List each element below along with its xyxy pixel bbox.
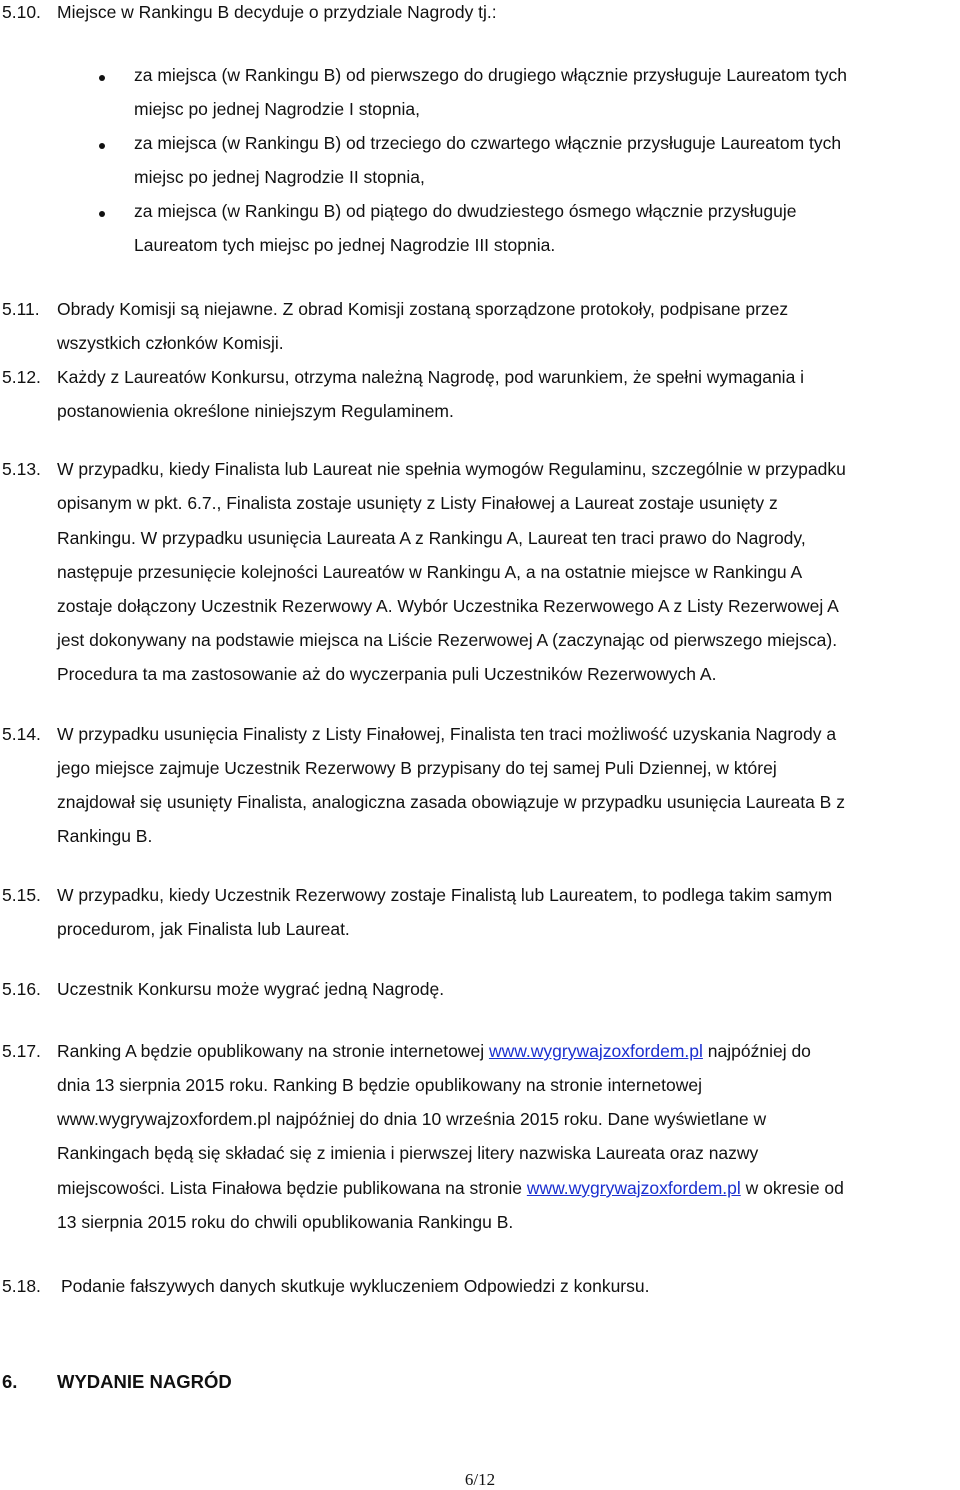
paragraph-line: Rankingu B. [57, 826, 153, 846]
paragraph-line: W przypadku, kiedy Finalista lub Laureat nie spełnia wymogów Regulaminu, szczególnie w przypadku [57, 459, 846, 479]
list-item-line: Laureatom tych miejsc po jednej Nagrodzie III stopnia. [134, 235, 556, 255]
list-item-line: za miejsca (w Rankingu B) od pierwszego do drugiego włącznie przysługuje Laureatom tych [134, 65, 847, 85]
paragraph-line: W przypadku, kiedy Uczestnik Rezerwowy zostaje Finalistą lub Laureatem, to podlega takim samym [57, 885, 833, 905]
text-fragment: najpóźniej do [702, 1041, 811, 1061]
text-fragment: w okresie od [740, 1178, 844, 1198]
paragraph-line: następuje przesunięcie kolejności Laureatów w Rankingu A, a na ostatnie miejsce w Rankingu A [57, 562, 803, 582]
paragraph-line: procedurom, jak Finalista lub Laureat. [57, 919, 350, 939]
paragraph-number: 5.18. [2, 1276, 41, 1296]
paragraph-line: Procedura ta ma zastosowanie aż do wyczerpania puli Uczestników Rezerwowych A. [57, 664, 717, 684]
paragraph-number: 5.12. [2, 367, 41, 387]
paragraph-line: 13 sierpnia 2015 roku do chwili opublikowania Rankingu B. [57, 1212, 514, 1232]
paragraph-line: znajdował się usunięty Finalista, analogiczna zasada obowiązuje w przypadku usunięcia Laureata B z [57, 792, 845, 812]
paragraph-line: www.wygrywajzoxfordem.pl najpóźniej do dnia 10 września 2015 roku. Dane wyświetlane w [57, 1109, 767, 1129]
paragraph-line: W przypadku usunięcia Finalisty z Listy Finałowej, Finalista ten traci możliwość uzyskania Nagrody a [57, 724, 837, 744]
paragraph-text: Miejsce w Rankingu B decyduje o przydziale Nagrody tj.: [57, 2, 497, 22]
paragraph-line: Rankingach będą się składać się z imienia i pierwszej litery nazwiska Laureata oraz nazwy [57, 1143, 759, 1163]
list-item-line: miejsc po jednej Nagrodzie I stopnia, [134, 99, 420, 119]
website-link[interactable]: www.wygrywajzoxfordem.pl [488, 1041, 703, 1061]
paragraph-number: 5.17. [2, 1041, 41, 1061]
paragraph-line: jego miejsce zajmuje Uczestnik Rezerwowy B przypisany do tej samej Puli Dziennej, w której [57, 758, 777, 778]
bullet-icon [99, 75, 105, 81]
paragraph-line [57, 1178, 844, 1199]
section-number: 6. [2, 1371, 18, 1392]
paragraph-line: Uczestnik Konkursu może wygrać jedną Nagrodę. [57, 979, 445, 999]
paragraph-number: 5.10. [2, 2, 41, 22]
paragraph-number: 5.14. [2, 724, 41, 744]
text-fragment: miejscowości. Lista Finałowa będzie publikowana na stronie [57, 1178, 527, 1198]
paragraph-line: Każdy z Laureatów Konkursu, otrzyma należną Nagrodę, pod warunkiem, że spełni wymagania i [57, 367, 805, 387]
paragraph-5-10 [2, 2, 497, 23]
paragraph-line: Podanie fałszywych danych skutkuje wykluczeniem Odpowiedzi z konkursu. [61, 1276, 650, 1296]
paragraph-line: Obrady Komisji są niejawne. Z obrad Komisji zostaną sporządzone protokoły, podpisane przez [57, 299, 789, 319]
paragraph-number: 5.11. [2, 299, 40, 319]
paragraph-number: 5.16. [2, 979, 41, 999]
paragraph-line: jest dokonywany na podstawie miejsca na Liście Rezerwowej A (zaczynając od pierwszego miejsca). [57, 630, 838, 650]
text-fragment: Ranking A będzie opublikowany na stronie internetowej [57, 1041, 489, 1061]
bullet-icon [99, 211, 105, 217]
page-number: 6/12 [464, 1470, 496, 1489]
paragraph-line: wszystkich członków Komisji. [57, 333, 284, 353]
paragraph-line [57, 1041, 811, 1062]
paragraph-line: opisanym w pkt. 6.7., Finalista zostaje usunięty z Listy Finałowej a Laureat zostaje usunięty z [57, 493, 778, 513]
paragraph-line: dnia 13 sierpnia 2015 roku. Ranking B będzie opublikowany na stronie internetowej [57, 1075, 702, 1095]
bullet-icon [99, 143, 105, 149]
list-item-line: za miejsca (w Rankingu B) od piątego do dwudziestego ósmego włącznie przysługuje [134, 201, 797, 221]
section-title: WYDANIE NAGRÓD [57, 1371, 232, 1392]
list-item-line: miejsc po jednej Nagrodzie II stopnia, [134, 167, 425, 187]
list-item-line: za miejsca (w Rankingu B) od trzeciego do czwartego włącznie przysługuje Laureatom tych [134, 133, 842, 153]
website-link[interactable]: www.wygrywajzoxfordem.pl [526, 1178, 741, 1198]
paragraph-number: 5.13. [2, 459, 41, 479]
paragraph-number: 5.15. [2, 885, 41, 905]
paragraph-line: zostaje dołączony Uczestnik Rezerwowy A. Wybór Uczestnika Rezerwowego A z Listy Rezerwowej A [57, 596, 839, 616]
paragraph-line: postanowienia określone niniejszym Regulaminem. [57, 401, 454, 421]
paragraph-line: Rankingu. W przypadku usunięcia Laureata A z Rankingu A, Laureat ten traci prawo do Nagrody, [57, 528, 806, 548]
